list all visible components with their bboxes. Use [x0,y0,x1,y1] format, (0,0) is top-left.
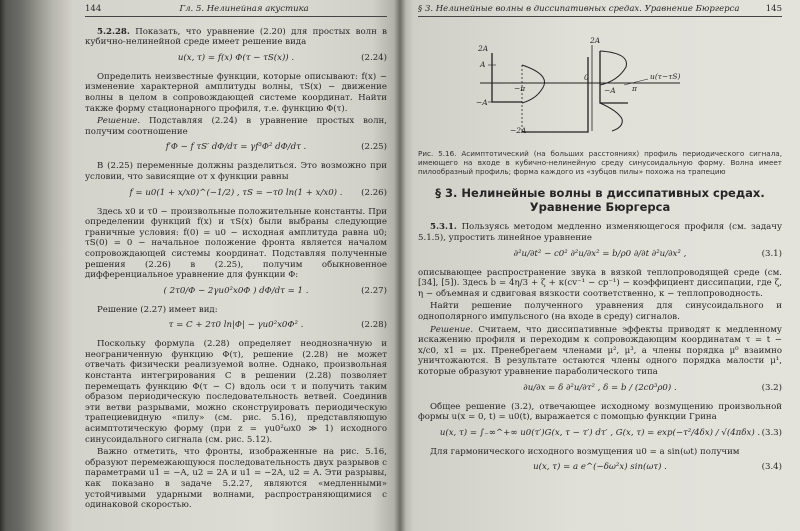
problem-number: 5.3.1. [430,222,457,233]
solution-label: Решение. [430,324,474,335]
page-number: 144 [85,4,102,14]
left-curve [522,65,545,103]
solution-paragraph: Решение. Подставляя (2.24) в уравнение простых волн, получим соотношение [85,116,387,137]
equation-3-1: ∂²u/∂t² − c0² ∂²u/∂x² = b/ρ0 ∂/∂t ∂²u/∂x² , (3.1) [513,248,782,259]
paragraph: Определить неизвестные функции, которые описывают: f(x) − изменение характерной амплитуды волны, τS(x) − движение волны в целом в сопровождающей системе координат. Найти также форму стационарного профиля, т.е. функцию Φ(τ). [85,71,387,114]
label-2a-mid: 2A [590,35,601,45]
equation-3-3: u(x, τ) = ∫₋∞^+∞ u0(τ′)G(x, τ − τ′) dτ′ , G(x, τ) = exp(−τ²/4δx) / √(4πδx) . (3.3) [439,427,782,438]
paragraph: описывающее распространение звука в вязкой теплопроводящей среде (см. [34], [5]). Здесь b = 4η/3 + ζ + κ(cv⁻¹ − cp⁻¹) − коэффициент диссипации, где ζ, η − объемная и сдвиговая вязкости соответственно, κ − теплопроводность. [418,267,782,299]
problem-statement: 5.2.28. Показать, что уравнение (2.20) для простых волн в кубично-нелинейной среде имеет решение вида [85,26,388,48]
equation-2-24: u(x, τ) = f(x) Φ(τ − τS(x)) . (2.24) [177,52,387,63]
equation-3-4: u(x, τ) = a e^(−δω²x) sin(ωτ) . (3.4) [533,462,782,473]
equation-2-27: ( 2τ0/Φ − 2γu0²x0Φ ) dΦ/dτ = 1 . (2.27) [163,285,387,296]
label-zero: 0 [584,72,589,82]
label-pi: π [632,83,637,93]
paragraph: В (2.25) переменные должны разделиться. Это возможно при условии, что зависящие от x функции равны [85,161,387,182]
paragraph: Общее решение (3.2), отвечающее исходному возмущению произвольной формы u(x = 0, t) = u0(t), выражается с помощью функции Грина [418,401,782,423]
label-a: A [480,59,486,69]
paragraph: Решение (2.27) имеет вид: [97,304,218,315]
paragraph: Поскольку формула (2.28) определяет неоднозначную и неограниченную функцию Φ(τ), решение (2.28) не может отвечать физически реализуемой волне. Однако, произвольная константа интегрирования C в решении (2.28) позволяет перемещать функцию Φ(τ − C) вдоль оси τ и получить таким образом периодическую последовательность ветвей. Соединив эти ветви разрывами, можно сконструировать периодическую трапециевидную «пилу» (см. рис. 5.16), представляющую асимптотическую форму (при z = γu0²ωx0 ≫ 1) исходного синусоидального сигнала (см. рис. 5.12). [85,339,387,445]
solution-paragraph: Решение. Считаем, что диссипативные эффекты приводят к медленному искажению профиля и переходим к сопровождающим координатам τ = t − x/c0, x1 = μx. Пренебрегаем членами μ², μ³, а члены порядка μ⁰ взаимно уничтожаются. В результате остаются члены одного порядка малости μ¹, которые образуют уравнение параболического типа [418,324,782,378]
running-head-right [418,4,782,17]
label-minus-2a: −2A [510,125,527,135]
book-spine [394,0,406,531]
right-lower-curve [600,103,622,131]
problem-number: 5.2.28. [97,26,130,37]
paragraph: Для гармонического исходного возмущения u0 = a sin(ωt) получим [430,446,740,457]
equation-2-26: f = u0(1 + x/x0)^(−1/2) , τS = −τ0 ln(1 + x/x0) . (2.26) [129,187,387,198]
paragraph: Здесь x0 и τ0 − произвольные положительные константы. При определении функций f(x) и τS(x) были выбраны следующие граничные условия: f(0) = u0 − исходная амплитуда равна u0; τS(0) = 0 − начальное положение фронта является началом сопровождающей системы координат. Подставляя полученные решения (2.26) в (2.25), получим обыкновенное дифференциальное уравнение для функции Φ: [85,206,387,281]
problem-statement: 5.3.1. Пользуясь методом медленно изменяющегося профиля (см. задачу 5.1.5), упростить линейное уравнение [418,222,782,244]
section-heading: § 3. Нелинейные волны в диссипативных средах. Уравнение Бюргерса [435,186,765,215]
right-curve [600,51,626,85]
right-profile [600,51,628,103]
left-page [55,0,400,531]
figure-5-16 [418,27,782,145]
page-number: 145 [765,4,782,14]
running-head-title: Гл. 5. Нелинейная акустика [179,4,309,14]
solution-label: Решение. [97,116,141,127]
running-head-left [85,4,387,17]
paragraph: Найти решение полученного уравнения для синусоидального и однополярного импульсного (на входе в среду) сигналов. [418,301,782,323]
left-profile [492,53,522,102]
paragraph: Важно отметить, что фронты, изображенные на рис. 5.16, образуют перемежающуюся последовательность двух разрывов с параметрами u1 = −A, u2 = 2A и u1 = −2A, u2 = A. Эти разрывы, как показано в задаче 5.2.27, являются «медленными» устойчивыми ударными волнами, распространяющимися с одинаковой скоростью. [85,447,387,511]
label-minus-pi: −π [514,83,526,93]
label-minus-a: −A [476,97,488,107]
label-curve: u(τ−τS) [650,71,681,81]
middle-profile [522,57,588,132]
label-tick-a: −A [604,85,616,95]
right-page [400,0,800,531]
figure-caption: Рис. 5.16. Асимптотический (на больших расстояниях) профиль периодического сигнала, имеющего на входе в кубично-нелинейную среду синусоидальную форму. Волна имеет пилообразный профиль; форма каждого из «зубцов пилы» похожа на трапецию [418,148,782,177]
equation-2-28: τ = C + 2τ0 ln|Φ| − γu0²x0Φ² . (2.28) [168,320,387,331]
equation-2-25: f′Φ − f τS′ dΦ/dτ = γf³Φ² dΦ/dτ . (2.25) [165,142,387,153]
running-head-title: § 3. Нелинейные волны в диссипативных средах. Уравнение Бюргерса [418,4,740,14]
label-2a-left: 2A [478,43,489,53]
equation-3-2: ∂u/∂x = δ ∂²u/∂τ² , δ = b / (2c0³ρ0) . (3.2) [523,382,782,393]
